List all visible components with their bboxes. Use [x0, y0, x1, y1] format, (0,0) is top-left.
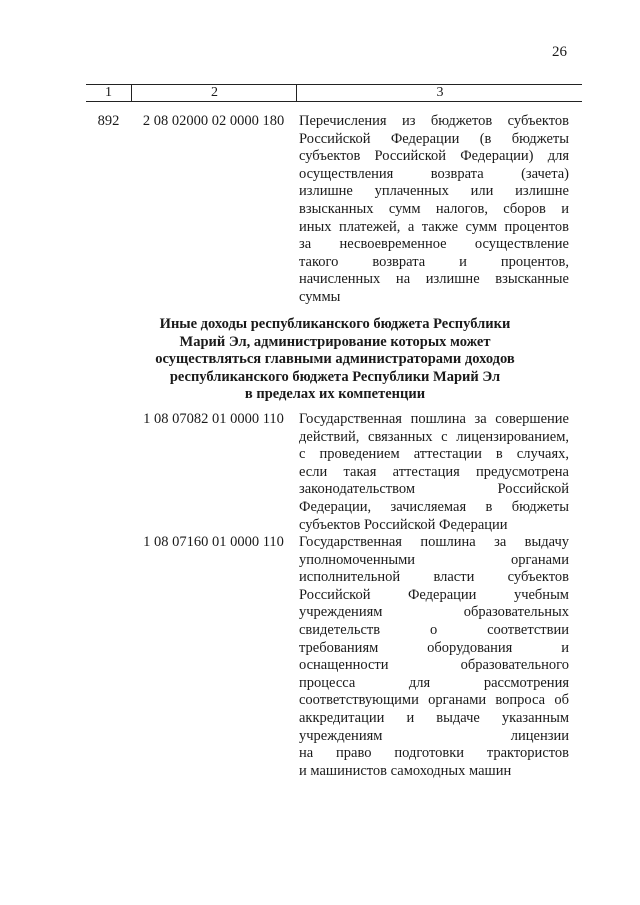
description-line: с проведением аттестации в случаях, [299, 446, 569, 463]
section-title-line: республиканского бюджета Республики Марий Эл [169, 368, 501, 385]
budget-classification-code: 2 08 02000 02 0000 180 [142, 113, 285, 129]
budget-classification-code: 1 08 07082 01 0000 110 [143, 411, 284, 427]
description-line: процесса для рассмотрения [299, 674, 569, 691]
table-header-row [86, 84, 582, 102]
description-line: оснащенности образовательного [299, 657, 569, 674]
description-line: Перечисления из бюджетов субъектов [299, 113, 569, 129]
description-line: если такая аттестация предусмотрена [299, 463, 569, 480]
description-line: такого возврата и процентов, [299, 253, 569, 270]
description-line: субъектов Российской Федерации [299, 516, 508, 533]
page-number: 26 [552, 44, 567, 60]
column-header-2: 2 [131, 85, 297, 101]
description-line: за несвоевременное осуществление [299, 236, 569, 253]
description-line: Государственная пошлина за выдачу [299, 534, 569, 550]
section-title-line: в пределах их компетенции [244, 386, 426, 403]
description-line: уполномоченными органами [299, 551, 569, 568]
description-line: аккредитации и выдаче указанным [299, 709, 569, 726]
description-line: Федерации, зачисляемая в бюджеты [299, 498, 569, 515]
description-line: учреждениям образовательных [299, 604, 569, 621]
income-description [299, 113, 569, 307]
description-line: Российской Федерации учебным [299, 586, 569, 603]
description-line: действий, связанных с лицензированием, [299, 428, 569, 445]
section-title-line: Марий Эл, администрирование которых может [179, 333, 491, 350]
description-line: свидетельств о соответствии [299, 621, 569, 638]
description-line: иных платежей, а также сумм процентов [299, 218, 569, 235]
income-description [299, 534, 569, 780]
description-line: начисленных на излишне взысканные [299, 271, 569, 288]
administrator-code: 892 [97, 113, 120, 129]
section-title-line: Иные доходы республиканского бюджета Республики [159, 316, 511, 332]
description-line: Государственная пошлина за совершение [299, 411, 569, 427]
description-line: взысканных сумм налогов, сборов и [299, 200, 569, 217]
income-description [299, 411, 569, 534]
description-line: соответствующими органами вопроса об [299, 692, 569, 709]
column-header-1: 1 [105, 85, 112, 100]
description-line: излишне уплаченных или излишне [299, 183, 569, 200]
description-line: и машинистов самоходных машин [299, 762, 512, 779]
description-line: исполнительной власти субъектов [299, 569, 569, 586]
description-line: требованиям оборудования и [299, 639, 569, 656]
description-line: на право подготовки трактористов [299, 745, 569, 762]
budget-classification-code: 1 08 07160 01 0000 110 [143, 534, 284, 550]
description-line: суммы [299, 288, 341, 305]
section-title-line: осуществляться главными администраторами доходов [155, 351, 515, 368]
description-line: субъектов Российской Федерации) для [299, 148, 569, 165]
column-header-3: 3 [296, 85, 583, 101]
description-line: законодательством Российской [299, 481, 569, 498]
description-line: Российской Федерации (в бюджеты [299, 130, 569, 147]
description-line: учреждениям лицензии [299, 727, 569, 744]
section-title [150, 316, 520, 404]
description-line: осуществления возврата (зачета) [299, 165, 569, 182]
